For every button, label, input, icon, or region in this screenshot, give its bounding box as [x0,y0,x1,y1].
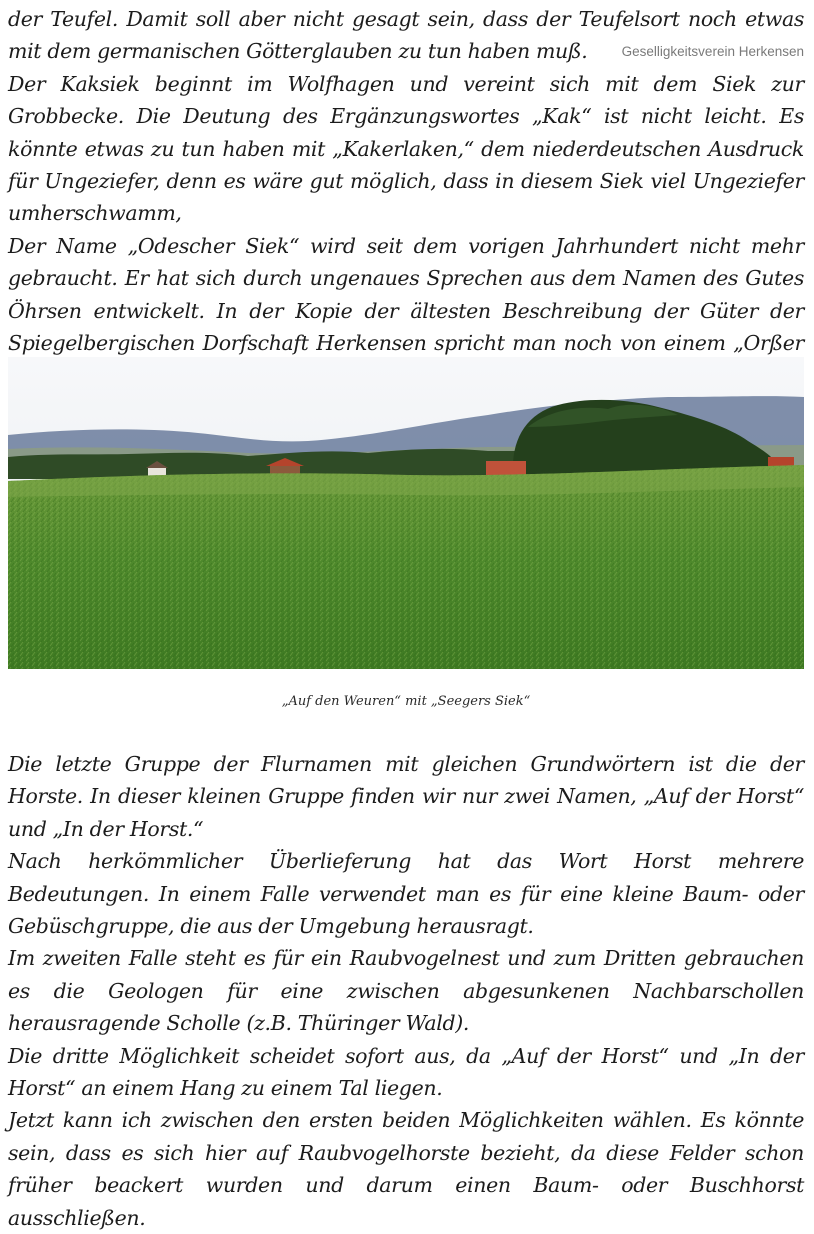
paragraph: Der Kaksiek beginnt im Wolfhagen und vereint sich mit dem Siek zur Grobbecke. Die Deutung des Ergänzungswortes „Kak“ ist nicht leicht. Es könnte etwas zu tun haben mit „Kakerlaken,“ dem niederdeutschen Ausdruck für Ungeziefer, denn es wäre gut möglich, dass in diesem Siek viel Ungeziefer umherschwamm, [8,71,804,226]
paragraph: Nach herkömmlicher Überlieferung hat das Wort Horst mehrere Bedeutungen. In einem Falle verwendet man es für eine kleine Baum- oder Gebüschgruppe, die aus der Umgebung herausragt. [8,849,804,939]
watermark-label: Geselligkeitsverein Herkensen [592,42,804,62]
paragraph: Jetzt kann ich zwischen den ersten beiden Möglichkeiten wählen. Es könnte sein, dass es sich hier auf Raubvogelhorste bezieht, da diese Felder schon früher beackert wurden und darum einen Baum- oder Buschhorst ausschließen. [8,1108,804,1230]
paragraph: Die dritte Möglichkeit scheidet sofort aus, da „Auf der Horst“ und „In der Horst“ an einem Hang zu einem Tal liegen. [8,1043,804,1101]
paragraph: der Teufel. Damit soll aber nicht gesagt sein, dass der Teufelsort noch etwas mit dem germanischen Götterglauben zu tun haben muß. [8,7,804,64]
paragraph: Der Name „Odescher Siek“ wird seit dem vorigen Jahrhundert nicht mehr gebraucht. Er hat sich durch ungenaues Sprechen aus dem Namen des Gutes Öhrsen entwickelt. In der Kopie der ältesten Beschreibung der Güter der Spiegelbergischen Dorfschaft Herkensen spricht man noch von einem „Orßer [8,233,804,356]
farm-roof [486,461,526,475]
paragraph: Im zweiten Falle steht es für ein Raubvogelnest und zum Dritten gebrauchen es die Geologen für eine zwischen abgesunkenen Nachbarschollen herausragende Scholle (z.B. Thüringer Wald). [8,946,804,1036]
landscape-photo [8,357,804,669]
photo-caption: „Auf den Weuren“ mit „Seegers Siek“ [281,694,531,709]
paragraph: Die letzte Gruppe der Flurnamen mit gleichen Grundwörtern ist die der Horste. In dieser kleinen Gruppe finden wir nur zwei Namen, „Auf der Horst“ und „In der Horst.“ [8,752,804,841]
bottom-text-block [8,748,804,1234]
